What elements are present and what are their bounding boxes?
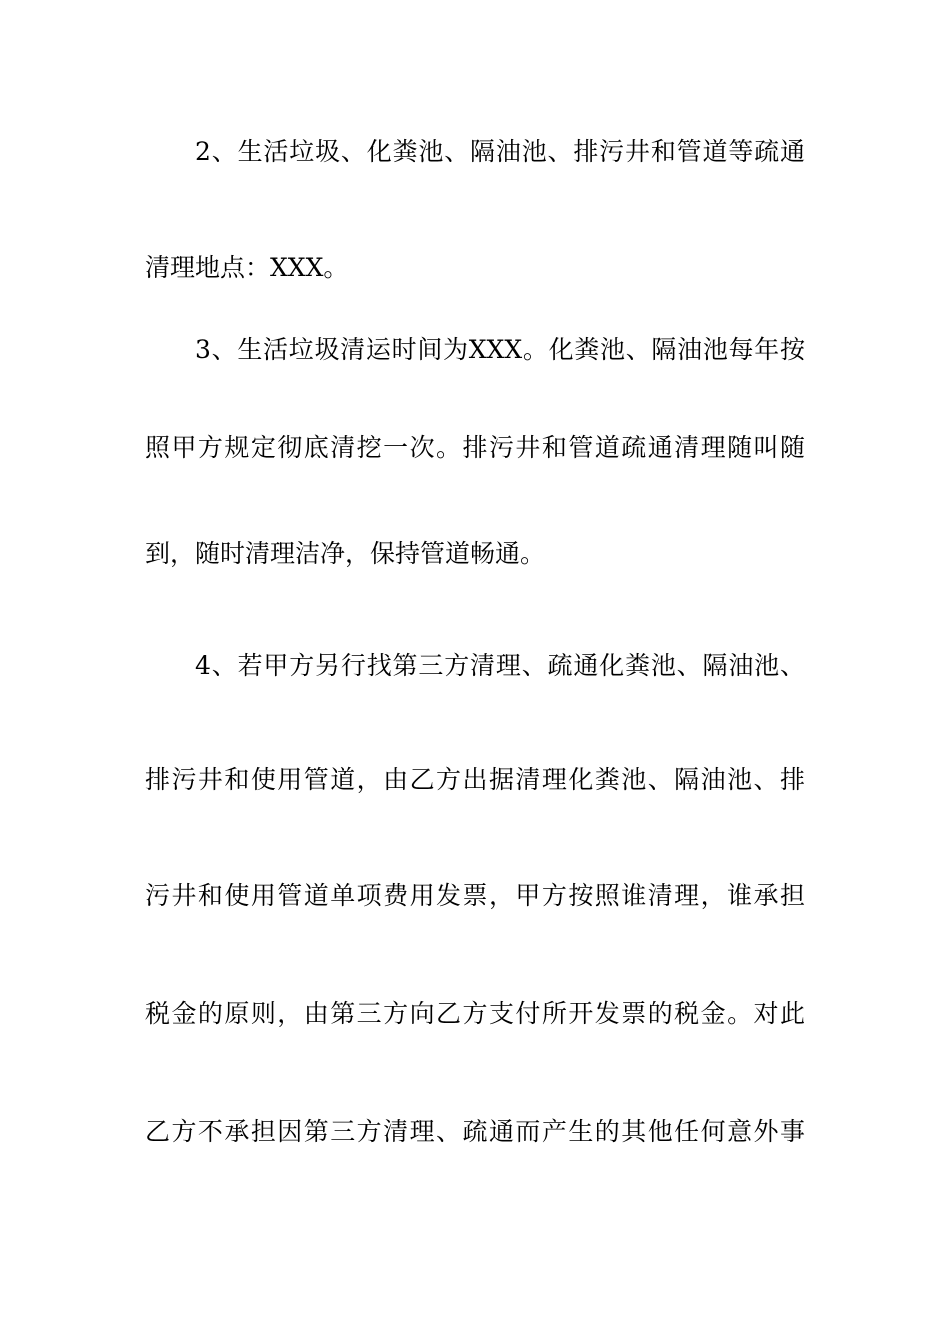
paragraph-3-line-1: 3、生活垃圾清运时间为XXX。化粪池、隔油池每年按 — [195, 335, 805, 364]
paragraph-2-line-2: 清理地点：XXX。 — [145, 253, 349, 282]
paragraph-4-line-3: 污井和使用管道单项费用发票，甲方按照谁清理，谁承担 — [145, 881, 805, 910]
paragraph-3-line-2: 照甲方规定彻底清挖一次。排污井和管道疏通清理随叫随 — [145, 433, 805, 462]
paragraph-2-line-1: 2、生活垃圾、化粪池、隔油池、排污井和管道等疏通 — [195, 137, 805, 166]
paragraph-3-line-3: 到，随时清理洁净，保持管道畅通。 — [145, 539, 546, 568]
paragraph-4-line-5: 乙方不承担因第三方清理、疏通而产生的其他任何意外事 — [145, 1117, 805, 1146]
paragraph-4-line-1: 4、若甲方另行找第三方清理、疏通化粪池、隔油池、 — [195, 651, 805, 680]
paragraph-4-line-4: 税金的原则，由第三方向乙方支付所开发票的税金。对此 — [145, 999, 805, 1028]
paragraph-4-line-2: 排污井和使用管道，由乙方出据清理化粪池、隔油池、排 — [145, 765, 805, 794]
